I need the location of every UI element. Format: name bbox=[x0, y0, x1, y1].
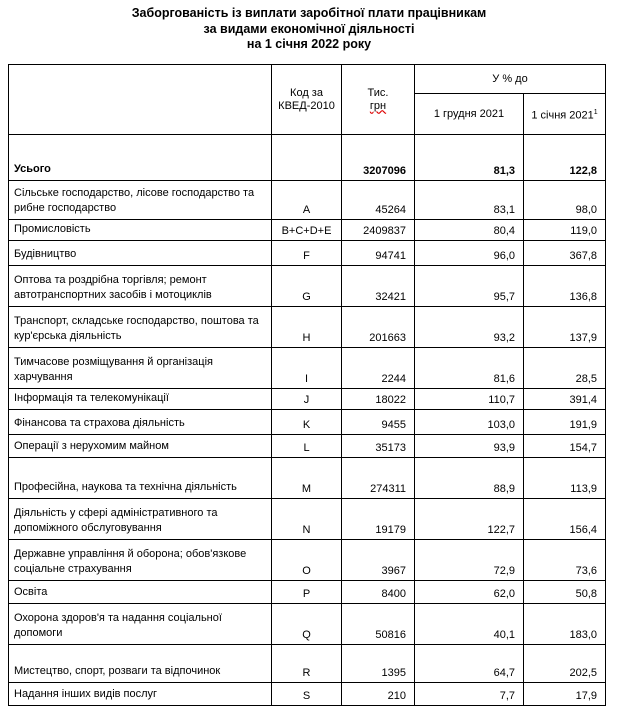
header-pct-group: У % до bbox=[415, 65, 606, 94]
activity-cell: Надання інших видів послуг bbox=[9, 683, 272, 706]
activity-cell: Операції з нерухомим майном bbox=[9, 435, 272, 458]
pct-dec-cell: 88,9 bbox=[415, 458, 524, 499]
code-cell: N bbox=[272, 499, 342, 540]
pct-dec-cell: 93,9 bbox=[415, 435, 524, 458]
pct-dec-cell: 83,1 bbox=[415, 181, 524, 220]
amount-cell: 2409837 bbox=[342, 220, 415, 241]
code-cell: M bbox=[272, 458, 342, 499]
amount-cell: 8400 bbox=[342, 581, 415, 604]
amount-cell: 35173 bbox=[342, 435, 415, 458]
table-row bbox=[9, 410, 606, 435]
amount-cell: 210 bbox=[342, 683, 415, 706]
header-amount-unit-1: Тис. bbox=[367, 86, 389, 99]
pct-jan-cell: 119,0 bbox=[524, 220, 606, 241]
total-row bbox=[9, 135, 606, 181]
code-cell bbox=[272, 135, 342, 181]
pct-dec-cell: 81,3 bbox=[415, 135, 524, 181]
pct-dec-cell: 122,7 bbox=[415, 499, 524, 540]
code-cell: F bbox=[272, 241, 342, 266]
code-cell: S bbox=[272, 683, 342, 706]
pct-jan-cell: 154,7 bbox=[524, 435, 606, 458]
table-row bbox=[9, 540, 606, 581]
table-row bbox=[9, 645, 606, 683]
amount-cell: 3967 bbox=[342, 540, 415, 581]
header-pct-dec: 1 грудня 2021 bbox=[415, 94, 524, 135]
activity-cell: Промисловість bbox=[9, 220, 272, 241]
table-row bbox=[9, 435, 606, 458]
pct-jan-cell: 136,8 bbox=[524, 266, 606, 307]
pct-dec-cell: 64,7 bbox=[415, 645, 524, 683]
code-cell: O bbox=[272, 540, 342, 581]
amount-cell: 1395 bbox=[342, 645, 415, 683]
wage-arrears-table bbox=[8, 64, 606, 706]
pct-jan-cell: 156,4 bbox=[524, 499, 606, 540]
activity-cell: Охорона здоров'я та надання соціальної допомоги bbox=[9, 604, 272, 645]
pct-dec-cell: 103,0 bbox=[415, 410, 524, 435]
activity-cell: Діяльність у сфері адміністративного та допоміжного обслуговування bbox=[9, 499, 272, 540]
pct-jan-cell: 202,5 bbox=[524, 645, 606, 683]
amount-cell: 3207096 bbox=[342, 135, 415, 181]
title-line-3: на 1 січня 2022 року bbox=[246, 37, 372, 51]
table-row bbox=[9, 604, 606, 645]
table-row bbox=[9, 458, 606, 499]
pct-jan-cell: 367,8 bbox=[524, 241, 606, 266]
code-cell: P bbox=[272, 581, 342, 604]
pct-dec-cell: 93,2 bbox=[415, 307, 524, 348]
pct-dec-cell: 95,7 bbox=[415, 266, 524, 307]
code-cell: K bbox=[272, 410, 342, 435]
amount-cell: 201663 bbox=[342, 307, 415, 348]
pct-jan-cell: 98,0 bbox=[524, 181, 606, 220]
code-cell: L bbox=[272, 435, 342, 458]
pct-dec-cell: 62,0 bbox=[415, 581, 524, 604]
amount-cell: 45264 bbox=[342, 181, 415, 220]
table-row bbox=[9, 348, 606, 389]
activity-cell: Державне управління й оборона; обов'язкове соціальне страхування bbox=[9, 540, 272, 581]
activity-cell: Усього bbox=[9, 135, 272, 181]
code-cell: Q bbox=[272, 604, 342, 645]
pct-jan-cell: 73,6 bbox=[524, 540, 606, 581]
pct-jan-cell: 137,9 bbox=[524, 307, 606, 348]
pct-dec-cell: 40,1 bbox=[415, 604, 524, 645]
pct-jan-cell: 183,0 bbox=[524, 604, 606, 645]
activity-cell: Освіта bbox=[9, 581, 272, 604]
header-amount-unit-2: грн bbox=[369, 99, 387, 112]
code-cell: H bbox=[272, 307, 342, 348]
activity-cell: Будівництво bbox=[9, 241, 272, 266]
activity-cell: Фінансова та страхова діяльність bbox=[9, 410, 272, 435]
pct-dec-cell: 96,0 bbox=[415, 241, 524, 266]
header-code-text: Код за КВЕД-2010 bbox=[278, 86, 335, 112]
pct-jan-cell: 391,4 bbox=[524, 389, 606, 410]
table-row bbox=[9, 307, 606, 348]
table-row bbox=[9, 683, 606, 706]
code-cell: A bbox=[272, 181, 342, 220]
header-pct-jan-text: 1 січня 2021 bbox=[531, 109, 594, 122]
pct-dec-cell: 110,7 bbox=[415, 389, 524, 410]
table-row bbox=[9, 181, 606, 220]
pct-dec-cell: 80,4 bbox=[415, 220, 524, 241]
pct-jan-cell: 113,9 bbox=[524, 458, 606, 499]
activity-cell: Оптова та роздрібна торгівля; ремонт автотранспортних засобів і мотоциклів bbox=[9, 266, 272, 307]
table-row bbox=[9, 241, 606, 266]
pct-jan-cell: 122,8 bbox=[524, 135, 606, 181]
table-row bbox=[9, 220, 606, 241]
header-pct-jan bbox=[524, 94, 606, 135]
amount-cell: 94741 bbox=[342, 241, 415, 266]
table-row bbox=[9, 389, 606, 410]
header-amount bbox=[342, 65, 415, 135]
table-row bbox=[9, 581, 606, 604]
pct-jan-cell: 191,9 bbox=[524, 410, 606, 435]
code-cell: G bbox=[272, 266, 342, 307]
header-code bbox=[272, 65, 342, 135]
pct-dec-cell: 7,7 bbox=[415, 683, 524, 706]
footnote-marker: 1 bbox=[593, 108, 598, 116]
code-cell: J bbox=[272, 389, 342, 410]
table-row bbox=[9, 266, 606, 307]
amount-cell: 19179 bbox=[342, 499, 415, 540]
amount-cell: 18022 bbox=[342, 389, 415, 410]
activity-cell: Професійна, наукова та технічна діяльність bbox=[9, 458, 272, 499]
pct-jan-cell: 17,9 bbox=[524, 683, 606, 706]
amount-cell: 50816 bbox=[342, 604, 415, 645]
activity-cell: Транспорт, складське господарство, поштова та кур'єрська діяльність bbox=[9, 307, 272, 348]
title-line-2: за видами економічної діяльності bbox=[203, 21, 415, 36]
activity-cell: Сільське господарство, лісове господарство та рибне господарство bbox=[9, 181, 272, 220]
pct-jan-cell: 50,8 bbox=[524, 581, 606, 604]
code-cell: R bbox=[272, 645, 342, 683]
code-cell: I bbox=[272, 348, 342, 389]
table-title bbox=[0, 0, 618, 58]
activity-cell: Інформація та телекомунікації bbox=[9, 389, 272, 410]
header-activity bbox=[9, 65, 272, 135]
pct-jan-cell: 28,5 bbox=[524, 348, 606, 389]
title-line-1: Заборгованість із виплати заробітної плати працівникам bbox=[131, 6, 487, 20]
pct-dec-cell: 81,6 bbox=[415, 348, 524, 389]
table-row bbox=[9, 499, 606, 540]
amount-cell: 274311 bbox=[342, 458, 415, 499]
activity-cell: Тимчасове розміщування й організація харчування bbox=[9, 348, 272, 389]
pct-dec-cell: 72,9 bbox=[415, 540, 524, 581]
amount-cell: 2244 bbox=[342, 348, 415, 389]
amount-cell: 32421 bbox=[342, 266, 415, 307]
code-cell: B+C+D+E bbox=[272, 220, 342, 241]
amount-cell: 9455 bbox=[342, 410, 415, 435]
activity-cell: Мистецтво, спорт, розваги та відпочинок bbox=[9, 645, 272, 683]
